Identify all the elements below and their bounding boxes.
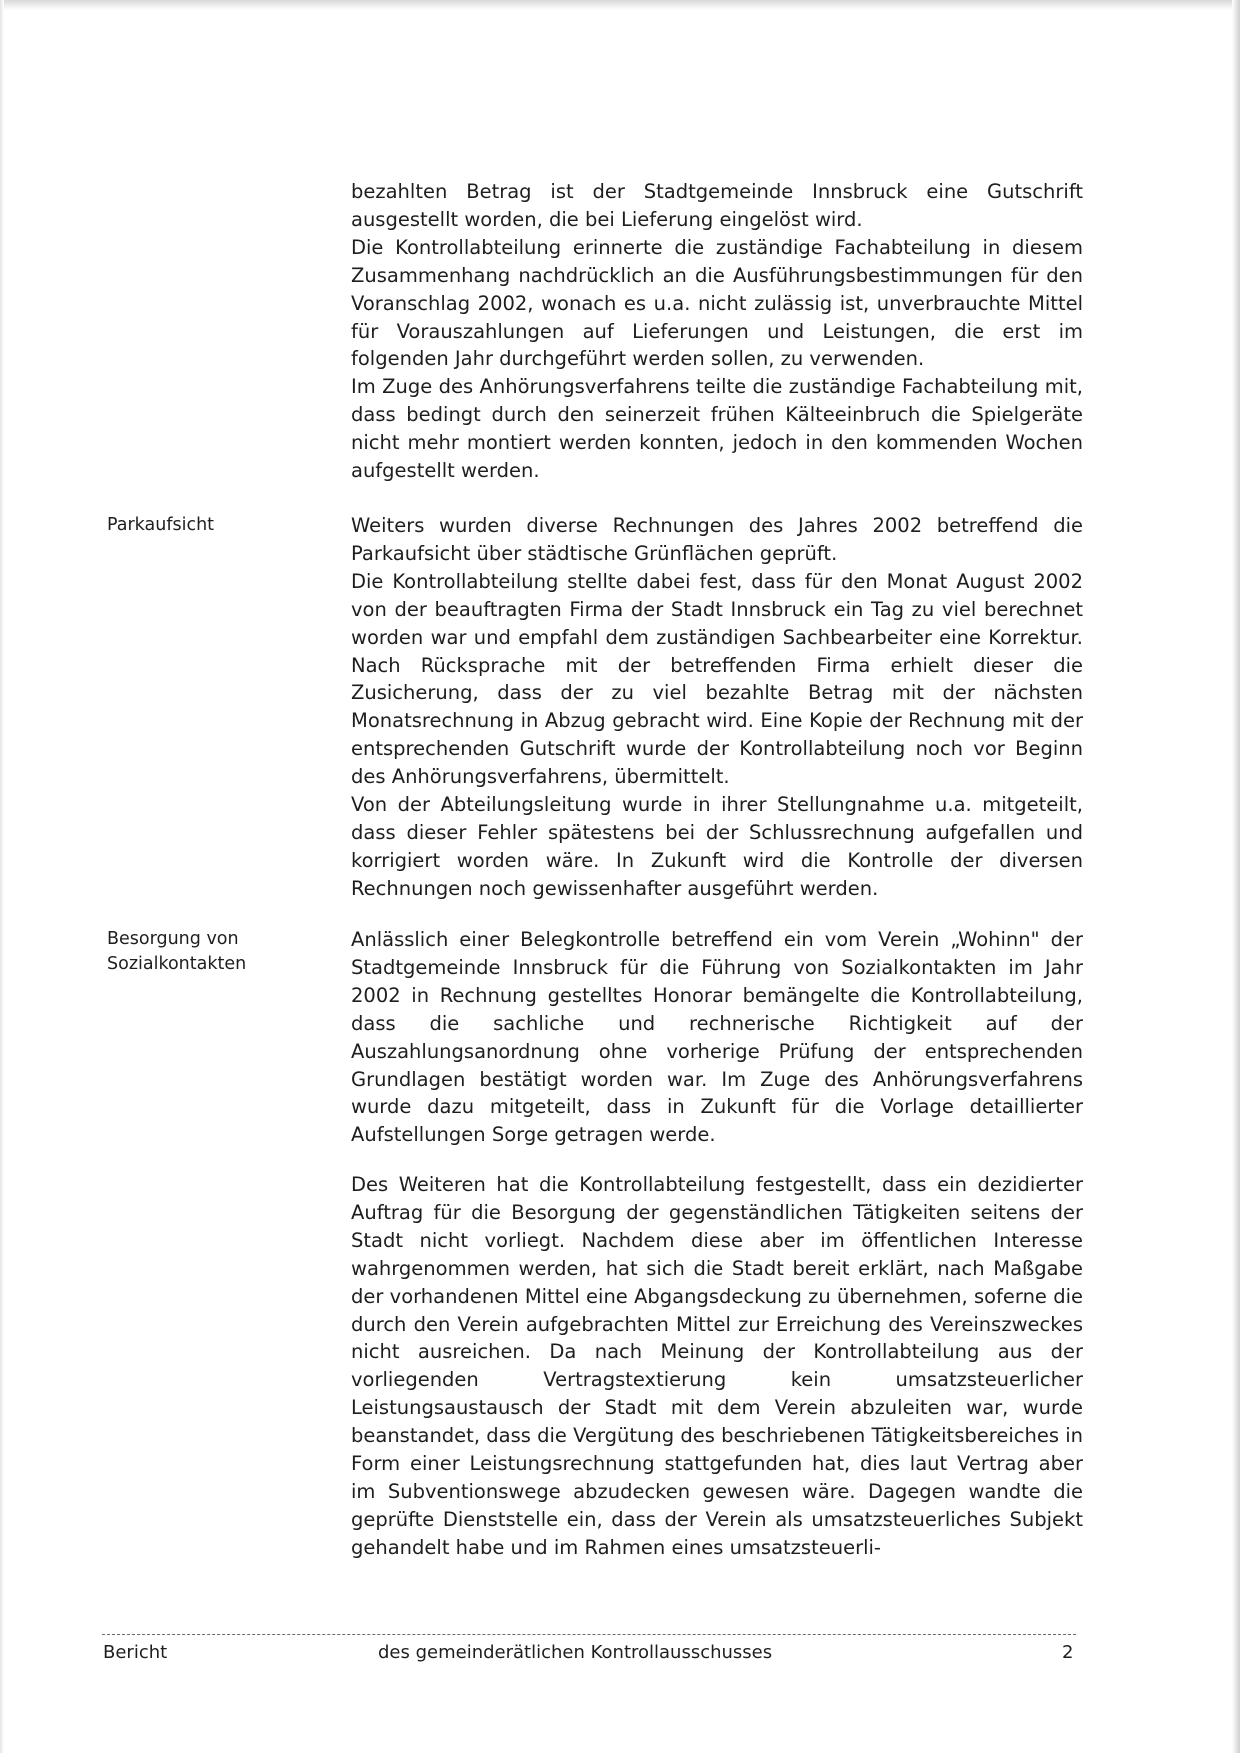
parkaufsicht-paragraph: Von der Abteilungsleitung wurde in ihrer Stellungnahme u.a. mitgeteilt, dass dieser Fehler spätestens bei der Schlussrechnung aufgefallen und korrigiert worden wäre. In Zukunft wird die Kontrolle der diversen Rechnungen noch gewissenhafter ausgeführt werden. xyxy=(351,793,1083,900)
intro-paragraph: Die Kontrollabteilung erinnerte die zuständige Fachabteilung in diesem Zusammenhang nachdrücklich an die Ausführungsbestimmungen für den Voranschlag 2002, wonach es u.a. nicht zulässig ist, unverbrauchte Mittel für Vorauszahlungen auf Lieferungen und Leistungen, die erst im folgenden Jahr durchgeführt werden sollen, zu verwenden. xyxy=(351,235,1083,371)
footer-divider xyxy=(102,1634,1076,1635)
sozialkontakte-paragraph: Anlässlich einer Belegkontrolle betreffend ein vom Verein „Wohinn" der Stadtgemeinde Innsbruck für die Führung von Sozialkontakten im Jahr 2002 in Rechnung gestelltes Honorar bemängelte die Kontrollabteilung, dass die sachliche und rechnerische Richtigkeit auf der Auszahlungsanordnung ohne vorherige Prüfung der entsprechenden Grundlagen bestätigt worden war. Im Zuge des Anhörungsverfahrens wurde dazu mitgeteilt, dass in Zukunft für die Vorlage detaillierter Aufstellungen Sorge getragen werde. xyxy=(351,928,1083,1147)
parkaufsicht-paragraph: Weiters wurden diverse Rechnungen des Jahres 2002 betreffend die Parkaufsicht über städtische Grünflächen geprüft. xyxy=(351,514,1083,565)
parkaufsicht-section xyxy=(351,512,1083,903)
section-heading-parkaufsicht: Parkaufsicht xyxy=(107,515,215,535)
section-heading-sozialkontakte: Besorgung von Sozialkontakten xyxy=(107,929,247,974)
intro-paragraph: Im Zuge des Anhörungsverfahrens teilte die zuständige Fachabteilung mit, dass bedingt durch den seinerzeit frühen Kälteeinbruch die Spielgeräte nicht mehr montiert werden konnten, jedoch in den kommenden Wochen aufgestellt werden. xyxy=(351,375,1083,483)
intro-paragraph: bezahlten Betrag ist der Stadtgemeinde Innsbruck eine Gutschrift ausgestellt worden, die bei Lieferung eingelöst wird. xyxy=(351,180,1083,231)
parkaufsicht-paragraph: Die Kontrollabteilung stellte dabei fest, dass für den Monat August 2002 von der beauftragten Firma der Stadt Innsbruck ein Tag zu viel berechnet worden war und empfahl dem zuständigen Sachbearbeiter eine Korrektur. Nach Rücksprache mit der betreffenden Firma erhielt dieser die Zusicherung, dass der zu viel bezahlte Betrag mit der nächsten Monatsrechnung in Abzug gebracht wird. Eine Kopie der Rechnung mit der entsprechenden Gutschrift wurde der Kontrollabteilung noch vor Beginn des Anhörungsverfahrens, übermittelt. xyxy=(351,569,1083,789)
footer-committee-label: des gemeinderätlichen Kontrollausschusses xyxy=(378,1642,773,1663)
sozialkontakte-paragraph-1 xyxy=(351,926,1083,1149)
sozialkontakte-paragraph-2 xyxy=(351,1171,1083,1562)
intro-section xyxy=(351,178,1083,485)
footer-report-label: Bericht xyxy=(103,1642,168,1663)
page-number: 2 xyxy=(1062,1642,1074,1663)
sozialkontakte-paragraph: Des Weiteren hat die Kontrollabteilung festgestellt, dass ein dezidierter Auftrag für die Besorgung der gegenständlichen Tätigkeiten seitens der Stadt nicht vorliegt. Nachdem diese aber im öffentlichen Interesse wahrgenommen werden, hat sich die Stadt bereit erklärt, nach Maßgabe der vorhandenen Mittel eine Abgangsdeckung zu übernehmen, soferne die durch den Verein aufgebrachten Mittel zur Erreichung des Vereinszweckes nicht ausreichen. Da nach Meinung der Kontrollabteilung aus der vorliegenden Vertragstextierung kein umsatzsteuerlicher Leistungsaustausch der Stadt mit dem Verein abzuleiten war, wurde beanstandet, dass die Vergütung des beschriebenen Tätigkeitsbereiches in Form einer Leistungsrechnung stattgefunden hat, dies laut Vertrag aber im Subventionswege abzudecken gewesen wäre. Dagegen wandte die geprüfte Dienststelle ein, dass der Verein als umsatzsteuerliches Subjekt gehandelt habe und im Rahmen eines umsatzsteuerli- xyxy=(351,1173,1083,1559)
